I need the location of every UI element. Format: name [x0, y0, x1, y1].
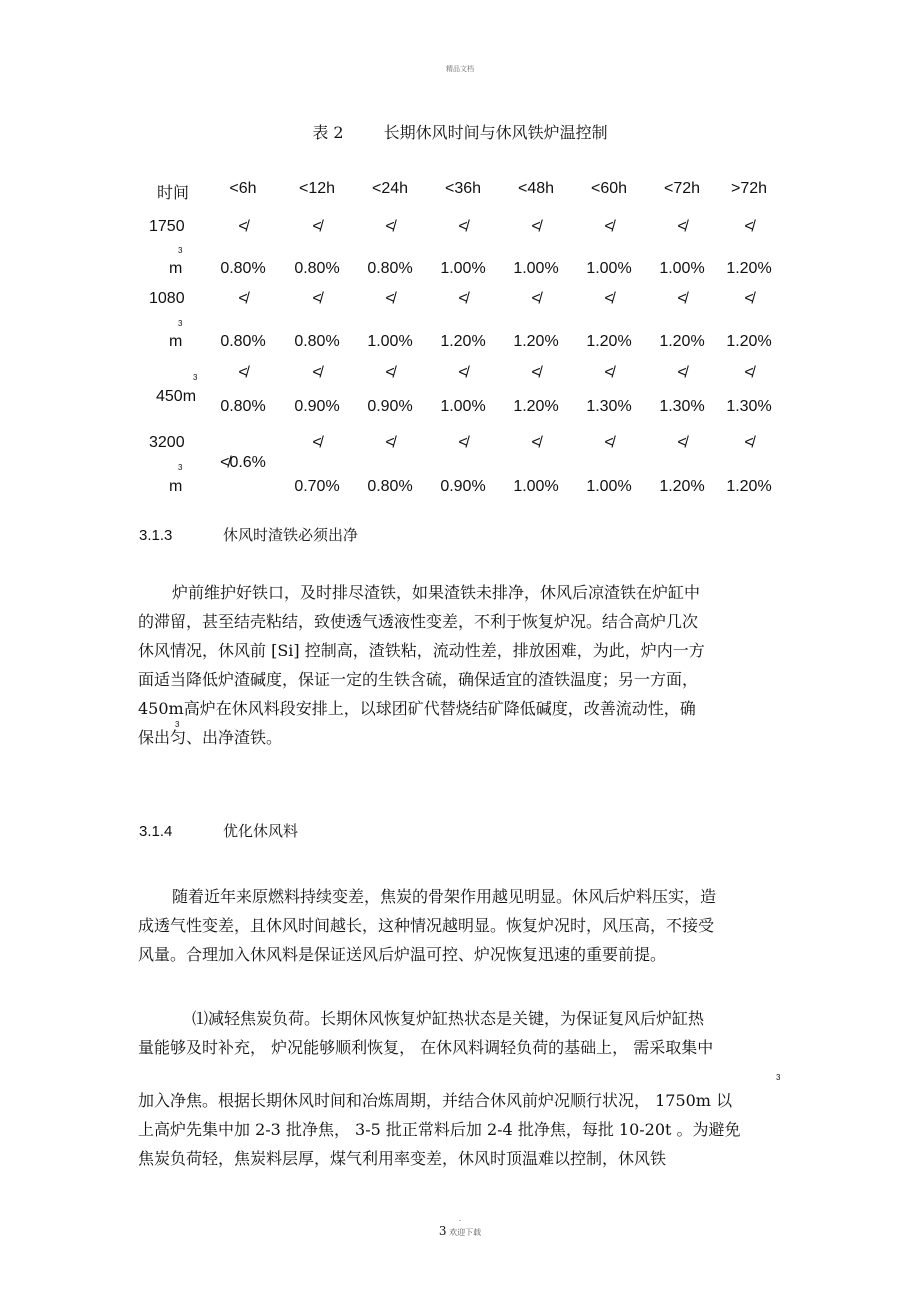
- col-header: >72h: [730, 180, 768, 197]
- table-cell: 1.00%: [440, 260, 486, 277]
- unit-superscript: 3: [178, 319, 183, 328]
- le-symbol: ≮: [604, 218, 614, 235]
- page-footer: [0, 1224, 920, 1238]
- le-symbol: ≮: [238, 218, 248, 235]
- table-cell: 1.20%: [659, 333, 705, 350]
- col-header: <24h: [371, 180, 409, 197]
- table-cell: 0.80%: [220, 398, 266, 415]
- table-cell: 0.80%: [220, 260, 266, 277]
- le-symbol: ≮: [604, 434, 614, 451]
- table-cell: 0.90%: [367, 398, 413, 415]
- le-symbol: ≮: [744, 290, 754, 307]
- table-cell: 1.00%: [440, 398, 486, 415]
- table-cell: 1.20%: [513, 333, 559, 350]
- col-header: <60h: [590, 180, 628, 197]
- le-symbol: ≮: [385, 364, 395, 381]
- page-header: 精品文档: [446, 65, 474, 73]
- text-line: 休风情况，休风前 [Si] 控制高，渣铁粘，流动性差，排放困难，为此，炉内一方: [138, 641, 705, 660]
- table-cell: 1.20%: [513, 398, 559, 415]
- paragraph-313: [138, 578, 705, 752]
- unit-superscript: 3: [178, 246, 183, 255]
- le-symbol: ≮: [604, 290, 614, 307]
- table-cell: 1.00%: [513, 260, 559, 277]
- row-volume: 1750: [149, 218, 185, 235]
- table-cell: 1.00%: [659, 260, 705, 277]
- table-title: [0, 120, 920, 143]
- table-cell: 1.20%: [659, 478, 705, 495]
- le-symbol: ≮: [531, 434, 541, 451]
- table-cell: 1.00%: [586, 260, 632, 277]
- text-line: ⑴减轻焦炭负荷。长期休风恢复炉缸热状态是关键，为保证复风后炉缸热: [192, 1009, 705, 1028]
- text-line: 随着近年来原燃料持续变差，焦炭的骨架作用越见明显。休风后炉料压实，造: [172, 887, 717, 906]
- table-cell-first: ≮0.6%: [220, 454, 266, 471]
- le-symbol: ≮: [458, 290, 468, 307]
- le-symbol: ≮: [458, 218, 468, 235]
- table-cell: 1.20%: [726, 333, 772, 350]
- le-symbol: ≮: [744, 218, 754, 235]
- table-cell: 0.80%: [220, 333, 266, 350]
- unit-superscript: 3: [178, 463, 183, 472]
- le-symbol: ≮: [677, 218, 687, 235]
- col-header-time: 时间: [157, 185, 190, 202]
- text-line: 加入净焦。根据长期休风时间和冶炼周期，并结合休风前炉况顺行状况， 1750m 以: [138, 1091, 733, 1110]
- text-line: 上高炉先集中加 2-3 批净焦， 3-5 批正常料后加 2-4 批净焦，每批 10-20t 。为避免: [138, 1120, 741, 1139]
- row-unit: m: [169, 333, 183, 350]
- section-heading-313: [139, 524, 358, 545]
- table-cell: 0.70%: [294, 478, 340, 495]
- le-symbol: ≮: [312, 434, 322, 451]
- text-line: 的滞留，甚至结壳粘结，致使透气透液性变差，不利于恢复炉况。结合高炉几次: [138, 612, 699, 631]
- le-symbol: ≮: [604, 364, 614, 381]
- text-line: 焦炭负荷轻，焦炭料层厚，煤气利用率变差，休风时顶温难以控制，休风铁: [138, 1149, 667, 1168]
- superscript-3: 3: [776, 1073, 781, 1082]
- le-symbol: ≮: [385, 434, 395, 451]
- col-header: <48h: [517, 180, 555, 197]
- table-cell: 1.20%: [586, 333, 632, 350]
- paragraph-314-1: [138, 882, 716, 969]
- row-unit: m: [169, 478, 183, 495]
- table-cell: 1.30%: [659, 398, 705, 415]
- le-symbol: ≮: [458, 434, 468, 451]
- footer-dot: .: [458, 1214, 462, 1223]
- text-line: 风量。合理加入休风料是保证送风后炉温可控、炉况恢复迅速的重要前提。: [138, 945, 667, 964]
- row-volume: 450m: [156, 388, 197, 405]
- table-cell: 0.80%: [367, 478, 413, 495]
- row-volume: 1080: [149, 290, 185, 307]
- table-cell: 1.00%: [586, 478, 632, 495]
- text-line: 450m高炉在休风料段安排上，以球团矿代替烧结矿降低碱度，改善流动性，确: [138, 699, 696, 718]
- table-title-text: 长期休风时间与休风铁炉温控制: [383, 123, 608, 142]
- paragraph-314-2: [138, 1004, 741, 1173]
- text-line: 成透气性变差，且休风时间越长，这种情况越明显。恢复炉况时，风压高，不接受: [138, 916, 715, 935]
- le-symbol: ≮: [238, 364, 248, 381]
- le-symbol: ≮: [677, 364, 687, 381]
- table-cell: 0.90%: [440, 478, 486, 495]
- le-symbol: ≮: [531, 290, 541, 307]
- table-cell: 0.80%: [294, 260, 340, 277]
- col-header: <72h: [663, 180, 701, 197]
- col-header: <36h: [444, 180, 482, 197]
- footer-text: 欢迎下载: [449, 1228, 482, 1237]
- le-symbol: ≮: [312, 218, 322, 235]
- le-symbol: ≮: [458, 364, 468, 381]
- col-header: <12h: [298, 180, 336, 197]
- table-cell: 0.80%: [367, 260, 413, 277]
- section-number: 3.1.4: [139, 823, 173, 840]
- unit-superscript: 3: [193, 373, 198, 382]
- text-line: 面适当降低炉渣碱度，保证一定的生铁含硫，确保适宜的渣铁温度；另一方面，: [138, 670, 699, 689]
- row-volume: 3200: [149, 434, 185, 451]
- section-number: 3.1.3: [139, 527, 173, 544]
- section-heading-314: [139, 820, 298, 841]
- le-symbol: ≮: [238, 290, 248, 307]
- le-symbol: ≮: [312, 290, 322, 307]
- le-symbol: ≮: [744, 364, 754, 381]
- table-cell: 1.20%: [726, 478, 772, 495]
- table-cell: 0.90%: [294, 398, 340, 415]
- page-number: 3: [438, 1224, 447, 1238]
- section-title: 优化休风料: [223, 822, 299, 840]
- section-title: 休风时渣铁必须出净: [223, 526, 359, 544]
- le-symbol: ≮: [744, 434, 754, 451]
- le-symbol: ≮: [531, 218, 541, 235]
- le-symbol: ≮: [677, 290, 687, 307]
- table-number: 表 2: [312, 123, 344, 142]
- col-header: <6h: [229, 180, 257, 197]
- le-symbol: ≮: [385, 218, 395, 235]
- text-line: 炉前维护好铁口，及时排尽渣铁，如果渣铁未排净，休风后凉渣铁在炉缸中: [172, 583, 701, 602]
- table-cell: 1.00%: [367, 333, 413, 350]
- text-line: 保出匀、出净渣铁。: [138, 728, 283, 747]
- table-cell: 1.30%: [726, 398, 772, 415]
- table-cell: 1.20%: [726, 260, 772, 277]
- table-cell: 1.00%: [513, 478, 559, 495]
- le-symbol: ≮: [312, 364, 322, 381]
- row-unit: m: [169, 260, 183, 277]
- table-cell: 1.30%: [586, 398, 632, 415]
- le-symbol: ≮: [677, 434, 687, 451]
- table-cell: 0.80%: [294, 333, 340, 350]
- le-symbol: ≮: [531, 364, 541, 381]
- table-cell: 1.20%: [440, 333, 486, 350]
- text-line: 量能够及时补充， 炉况能够顺利恢复， 在休风料调轻负荷的基础上， 需采取集中: [138, 1038, 714, 1057]
- superscript-3: 3: [175, 720, 180, 729]
- le-symbol: ≮: [385, 290, 395, 307]
